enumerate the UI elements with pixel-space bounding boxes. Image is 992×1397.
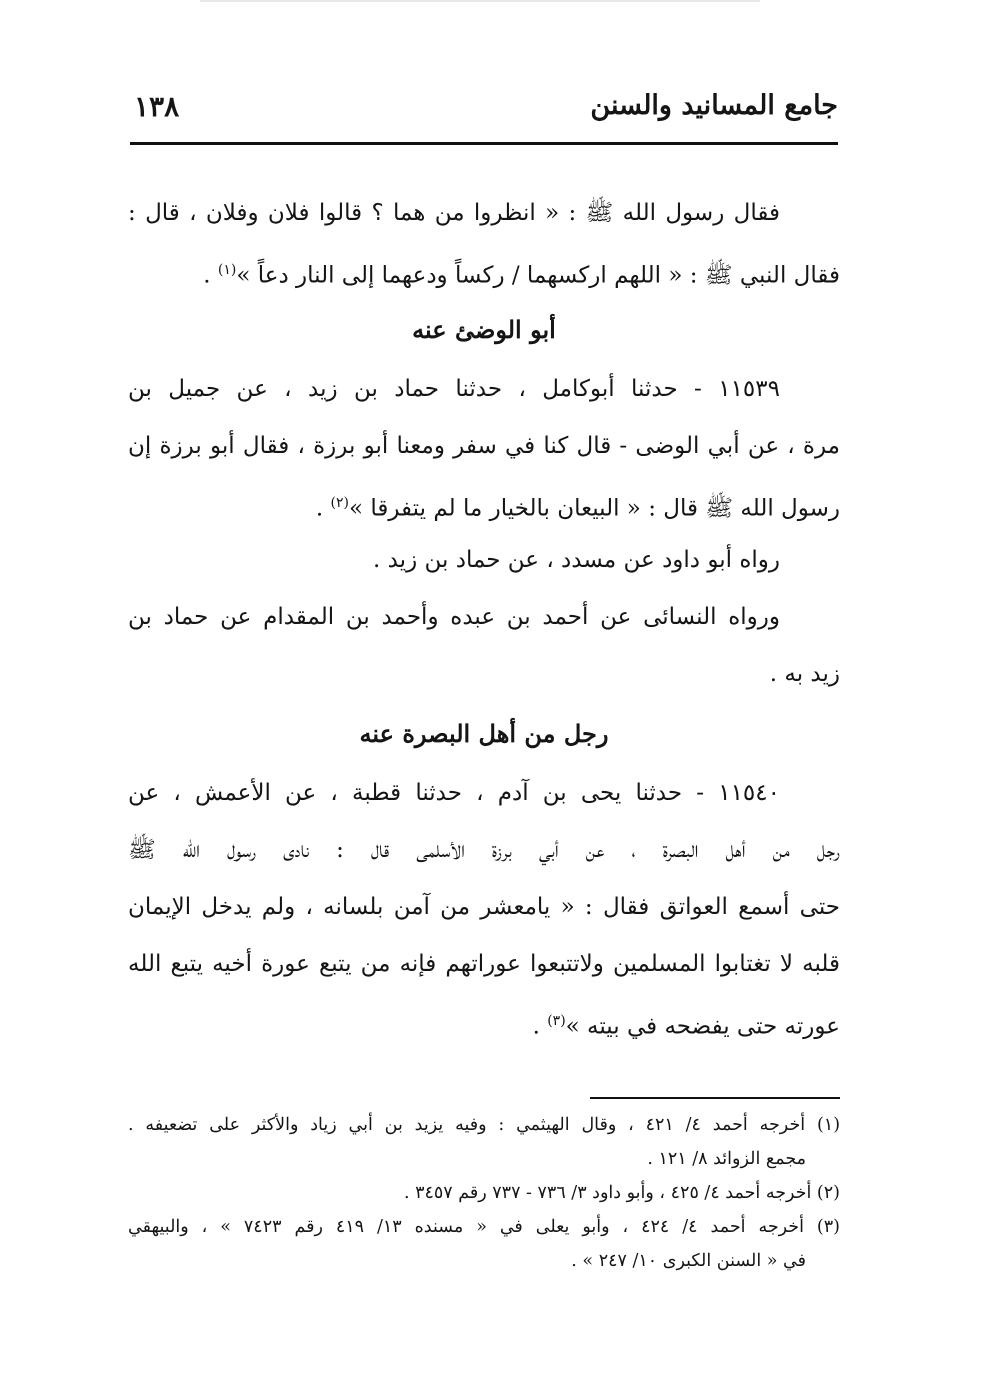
text-line: فقال رسول الله ﷺ : « انظروا من هما ؟ قالوا فلان وفلان ، قال : bbox=[128, 200, 780, 226]
footnote-line: مجمع الزوائد ٨/ ١٢١ . bbox=[647, 1149, 806, 1169]
full-stop: . bbox=[203, 262, 218, 289]
section-heading: رجل من أهل البصرة عنه bbox=[359, 719, 609, 748]
text-line-content: رسول الله ﷺ قال : « البيعان بالخيار ما لم يتفرقا » bbox=[348, 495, 840, 522]
text-line: ورواه النسائى عن أحمد بن عبده وأحمد بن المقدام عن حماد بن bbox=[128, 604, 780, 630]
page-number: ١٣٨ bbox=[134, 90, 180, 123]
main-text bbox=[128, 185, 840, 1050]
text-line-content: عورته حتى يفضحه في بيته » bbox=[565, 1013, 840, 1040]
footnote-ref: (٢) bbox=[330, 495, 349, 511]
text-line: ١١٥٤٠ - حدثنا يحى بن آدم ، حدثنا قطبة ، عن الأعمش ، عن bbox=[128, 780, 780, 806]
footnote-line: في « السنن الكبرى ١٠/ ٢٤٧ » . bbox=[571, 1251, 806, 1271]
footnote-line: (٢) أخرجه أحمد ٤/ ٤٢٥ ، وأبو داود ٣/ ٧٣٦ - ٧٣٧ رقم ٣٤٥٧ . bbox=[403, 1183, 840, 1203]
text-line-content: فقال النبي ﷺ : « اللهم اركسهما / ركساً ودعهما إلى النار دعاً » bbox=[236, 262, 840, 289]
text-line bbox=[128, 993, 840, 1050]
running-header bbox=[130, 82, 838, 134]
text-line: قلبه لا تغتابوا المسلمين ولاتتبعوا عوراتهم فإنه من يتبع عورة أخيه يتبع الله bbox=[128, 951, 840, 977]
book-title: جامع المسانيد والسنن bbox=[590, 90, 838, 121]
text-line bbox=[128, 475, 840, 532]
header-rule bbox=[130, 142, 838, 145]
text-line: حتى أسمع العواتق فقال : « يامعشر من آمن بلسانه ، ولم يدخل الإيمان bbox=[128, 894, 840, 920]
text-line: رجل من أهل البصرة ، عن أبي برزة الأسلمى قال : نادى رسول الله ﷺ bbox=[128, 837, 840, 863]
footnote-ref: (٣) bbox=[547, 1013, 566, 1029]
text-line: مرة ، عن أبي الوضى - قال كنا في سفر ومعنا أبو برزة ، فقال أبو برزة إن bbox=[128, 433, 840, 459]
footnote-line: (٣) أخرجه أحمد ٤/ ٤٢٤ ، وأبو يعلى في « مسنده ١٣/ ٤١٩ رقم ٧٤٢٣ » ، والبيهقي bbox=[128, 1217, 840, 1237]
full-stop: . bbox=[532, 1013, 548, 1040]
scan-edge bbox=[200, 0, 760, 2]
section-heading: أبو الوضئ عنه bbox=[412, 315, 556, 344]
footnote-ref: (١) bbox=[217, 262, 237, 278]
text-line: ١١٥٣٩ - حدثنا أبوكامل ، حدثنا حماد بن زيد ، عن جميل بن bbox=[128, 376, 780, 402]
text-line: زيد به . bbox=[769, 661, 840, 687]
text-line bbox=[128, 242, 840, 299]
footnotes bbox=[128, 1098, 840, 1278]
text-line: رواه أبو داود عن مسدد ، عن حماد بن زيد . bbox=[372, 547, 780, 573]
footnote-line: (١) أخرجه أحمد ٤/ ٤٢١ ، وقال الهيثمي : وفيه يزيد بن أبي زياد والأكثر على تضعيفه . bbox=[128, 1115, 840, 1135]
full-stop: . bbox=[315, 495, 331, 522]
